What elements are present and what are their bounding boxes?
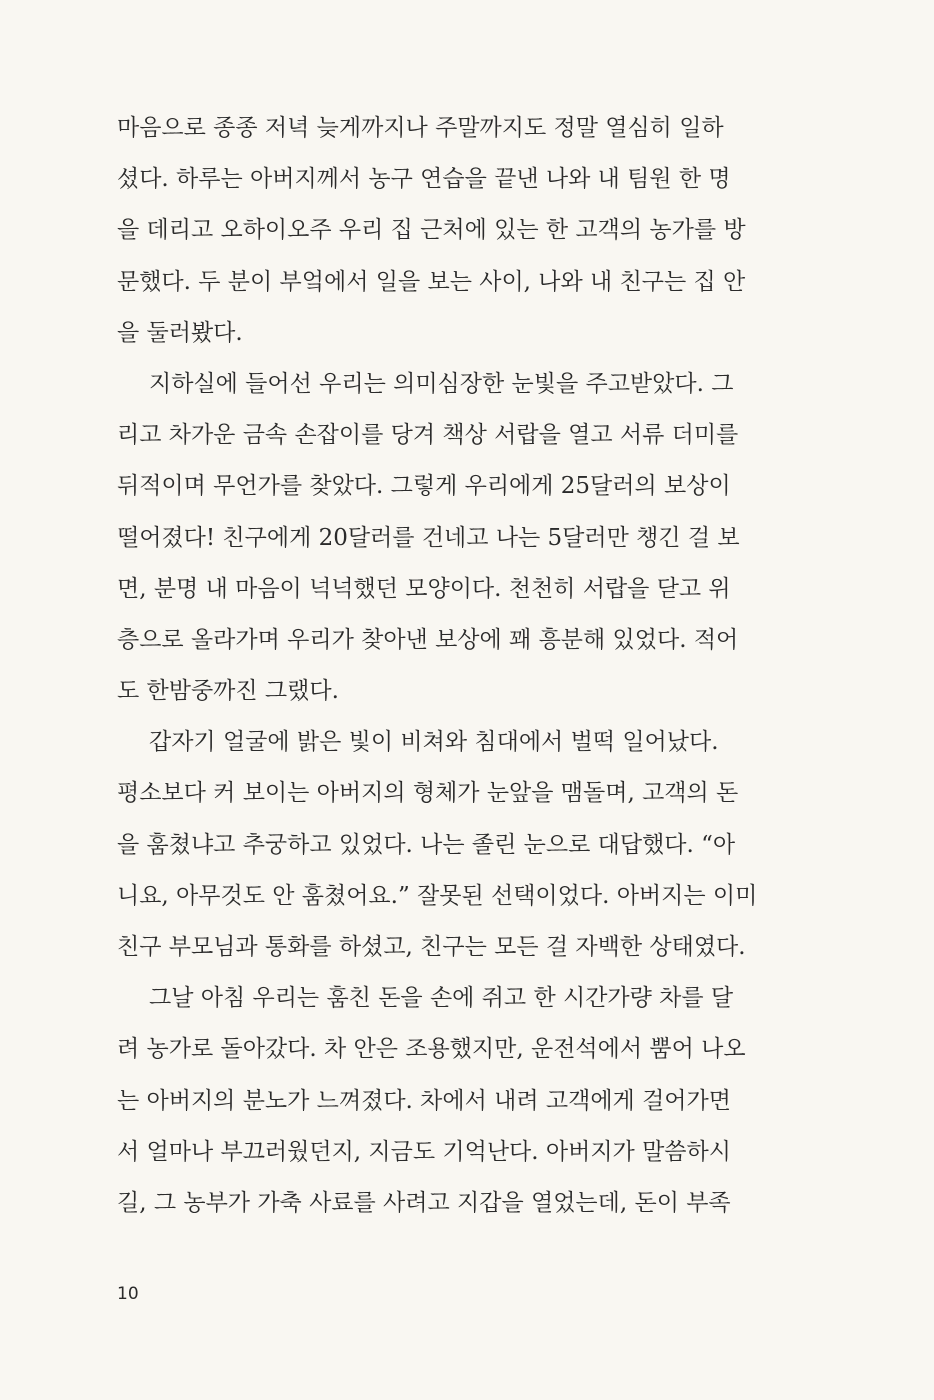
- text-line: 길, 그 농부가 가축 사료를 사려고 지갑을 열었는데, 돈이 부족: [117, 1189, 731, 1216]
- text-line: 리고 차가운 금속 손잡이를 당겨 책상 서랍을 열고 서류 더미를: [117, 422, 739, 449]
- text-line: 갑자기 얼굴에 밝은 빛이 비쳐와 침대에서 벌떡 일어났다.: [149, 729, 719, 756]
- text-line: 을 데리고 오하이오주 우리 집 근처에 있는 한 고객의 농가를 방: [117, 217, 746, 244]
- text-line: 셨다. 하루는 아버지께서 농구 연습을 끝낸 나와 내 팀원 한 명: [117, 166, 731, 193]
- text-line: 을 훔쳤냐고 추궁하고 있었다. 나는 졸린 눈으로 대답했다. “아: [117, 831, 736, 858]
- text-line: 마음으로 종종 저녁 늦게까지나 주말까지도 정말 열심히 일하: [117, 115, 724, 141]
- paragraph: [117, 103, 746, 359]
- text-line: 서 얼마나 부끄러웠던지, 지금도 기억난다. 아버지가 말씀하시: [117, 1138, 731, 1165]
- text-line: 도 한밤중까진 그랬다.: [117, 678, 339, 705]
- text-line: 떨어졌다! 친구에게 20달러를 건네고 나는 5달러만 챙긴 걸 보: [117, 524, 740, 551]
- text-line: 그날 아침 우리는 훔친 돈을 손에 쥐고 한 시간가량 차를 달: [149, 985, 734, 1012]
- text-line: 친구 부모님과 통화를 하셨고, 친구는 모든 걸 자백한 상태였다.: [117, 934, 746, 960]
- paragraph: [117, 717, 758, 973]
- text-line: 지하실에 들어선 우리는 의미심장한 눈빛을 주고받았다. 그: [149, 370, 734, 397]
- paragraph: [117, 973, 746, 1229]
- text-line: 뒤적이며 무언가를 찾았다. 그렇게 우리에게 25달러의 보상이: [117, 473, 731, 500]
- text-line: 층으로 올라가며 우리가 찾아낸 보상에 꽤 흥분해 있었다. 적어: [117, 626, 739, 653]
- text-line: 면, 분명 내 마음이 넉넉했던 모양이다. 천천히 서랍을 닫고 위: [117, 575, 731, 602]
- text-line: 평소보다 커 보이는 아버지의 형체가 눈앞을 맴돌며, 고객의 돈: [117, 780, 739, 807]
- text-line: 는 아버지의 분노가 느껴졌다. 차에서 내려 고객에게 걸어가면: [117, 1087, 731, 1114]
- text-line: 문했다. 두 분이 부엌에서 일을 보는 사이, 나와 내 친구는 집 안: [117, 268, 746, 295]
- text-line: 을 둘러봤다.: [117, 319, 243, 346]
- paragraph: [117, 359, 740, 717]
- page-body: [117, 103, 758, 1229]
- page-number: 10: [117, 1284, 139, 1304]
- text-line: 니요, 아무것도 안 훔쳤어요.” 잘못된 선택이었다. 아버지는 이미: [117, 882, 758, 909]
- text-line: 려 농가로 돌아갔다. 차 안은 조용했지만, 운전석에서 뿜어 나오: [117, 1036, 746, 1063]
